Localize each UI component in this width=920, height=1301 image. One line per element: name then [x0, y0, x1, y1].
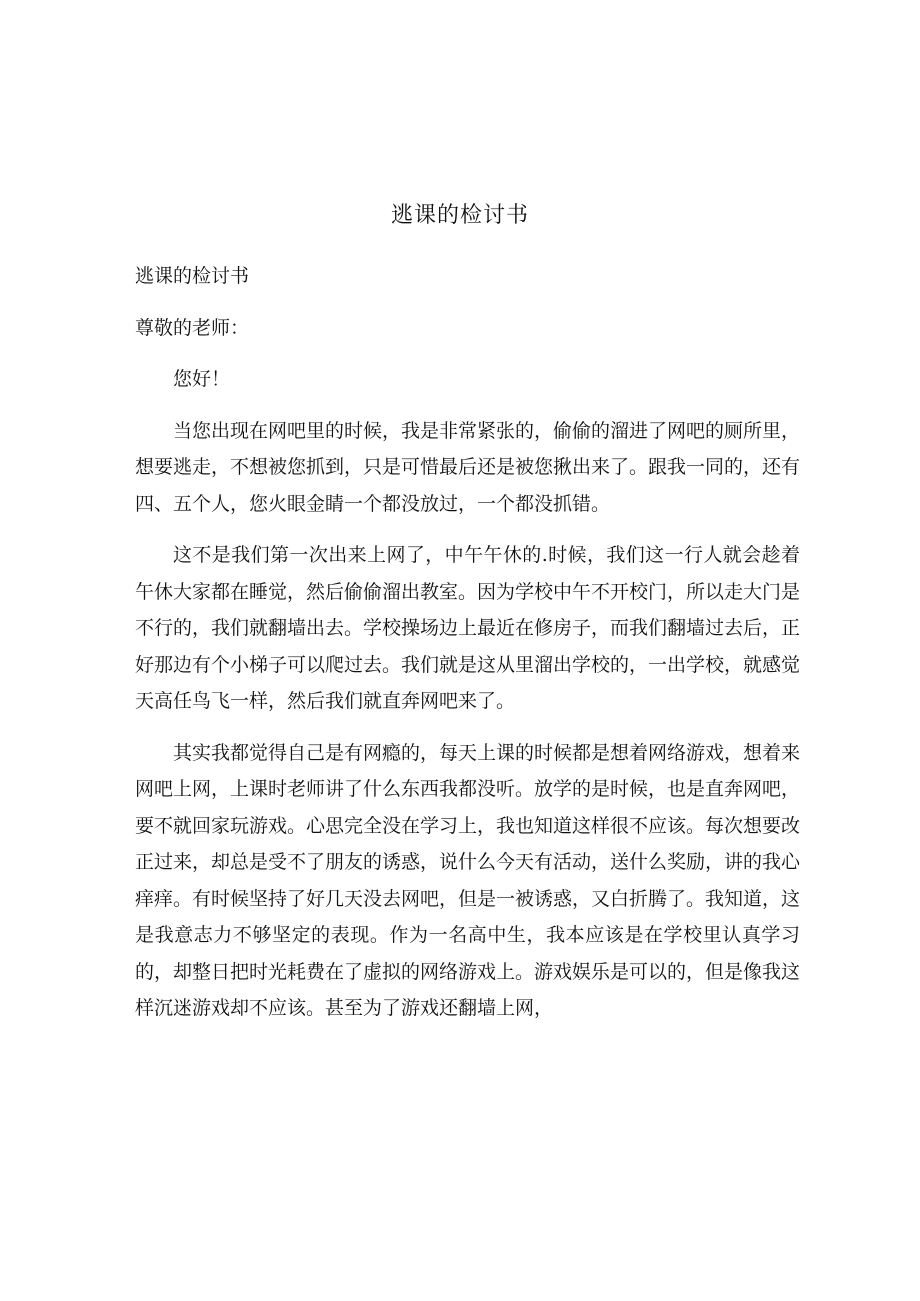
paragraph: 当您出现在网吧里的时候，我是非常紧张的，偷偷的溜进了网吧的厕所里，想要逃走，不想被您抓到，只是可惜最后还是被您揪出来了。跟我一同的，还有四、五个人，您火眼金睛一个都没放过，一个都没抓错。: [135, 419, 801, 515]
greeting: 您好！: [173, 368, 231, 390]
paragraph: 其实我都觉得自己是有网瘾的，每天上课的时候都是想着网络游戏，想着来网吧上网，上课时老师讲了什么东西我都没听。放学的是时候，也是直奔网吧，要不就回家玩游戏。心思完全没在学习上，我也知道这样很不应该。每次想要改正过来，却总是受不了朋友的诱惑，说什么今天有活动，送什么奖励，讲的我心痒痒。有时候坚持了好几天没去网吧，但是一被诱惑，又白折腾了。我知道，这是我意志力不够坚定的表现。作为一名高中生，我本应该是在学校里认真学习的，却整日把时光耗费在了虚拟的网络游戏上。游戏娱乐是可以的，但是像我这样沉迷游戏却不应该。甚至为了游戏还翻墙上网，: [135, 741, 801, 1019]
document-body: [135, 258, 800, 1042]
paragraph: 这不是我们第一次出来上网了，中午午休的.时候，我们这一行人就会趁着午休大家都在睡觉，然后偷偷溜出教室。因为学校中午不开校门，所以走大门是不行的，我们就翻墙出去。学校操场边上最近在修房子，而我们翻墙过去后，正好那边有个小梯子可以爬过去。我们就是这从里溜出学校的，一出学校，就感觉天高任鸟飞一样，然后我们就直奔网吧来了。: [135, 544, 801, 712]
body-heading: 逃课的检讨书: [135, 265, 250, 287]
page-title: 逃课的检讨书: [390, 203, 529, 228]
salutation: 尊敬的老师：: [135, 316, 250, 339]
